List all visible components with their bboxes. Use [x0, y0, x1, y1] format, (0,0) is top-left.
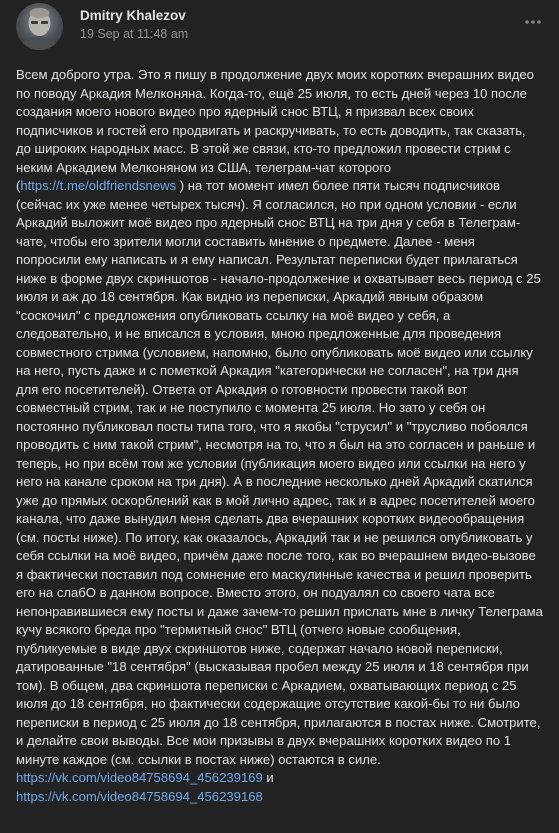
- more-dots-icon[interactable]: [523, 12, 543, 32]
- avatar-photo: [16, 3, 63, 50]
- avatar[interactable]: [16, 3, 63, 50]
- bottom-fade: [0, 827, 559, 833]
- post-header: [16, 0, 543, 58]
- post-text-part: Всем доброго утра. Это я пишу в продолжение двух моих коротких вчерашних видео по поводу Аркадия Мелконяна. Когда-то, ещё 25 июля, то есть дней через 10 после создания моего нового видео про ядерный снос ВТЦ, я призвал всех своих подписчиков и гостей его продвигать и раскручивать, то есть доводить, так сказать, до широких народных масс. В этой же связи, кто-то предложил провести стрим с неким Аркадием Мелконяном из США, телеграм-чат которого (: [16, 67, 534, 193]
- post-date[interactable]: 19 Sep at 11:48 am: [80, 27, 189, 41]
- post-text: [16, 66, 543, 806]
- video-link-1[interactable]: https://vk.com/video84758694_456239169: [16, 770, 263, 785]
- video-link-2[interactable]: https://vk.com/video84758694_456239168: [16, 788, 263, 804]
- link-separator: и: [262, 770, 274, 785]
- author-name[interactable]: Dmitry Khalezov: [80, 8, 186, 23]
- post-text-part: ) на тот момент имел более пяти тысяч подписчиков (сейчас их уже менее четырех тысяч). Я согласился, но при одном условии - если Аркадий выложит моё видео про ядерный снос ВТЦ на три дня у себя в Телеграм-чате, чтобы его зрители могли составить мнение о предмете. Далее - меня попросили ему написать и я ему написал. Результат переписки будет прилагаться ниже в форме двух скриншотов - начало-продолжение и охватывает весь период с 25 июля и аж до 18 сентября. Как видно из переписки, Аркадий явным образом "соскочил" с предложения опубликовать ссылку на моё видео у себя, а следовательно, и не вписался в условия, мною предложенные для проведения совместного стрима (условием, напомню, было опубликовать моё видео или ссылку на него, пусть даже и с пометкой Аркадия "категорически не согласен", на три дня для его посетителей). Ответа от Аркадия о готовности провести такой вот совместный стрим, так и не поступило с момента 25 июля. Но зато у себя он постоянно публиковал посты типа того, что я якобы "струсил" и "трусливо побоялся проводить с ним такой стрим", несмотря на то, что я был на это согласен и раньше и теперь, но при всём том же условии (публикация моего видео или ссылки на него у него на канале сроком на три дня). А в последние несколько дней Аркадий скатился уже до прямых оскорблений как в мой лично адрес, так и в адрес посетителей моего канала, что даже вынудил меня сделать два вчерашних коротких видеообращения (см. посты ниже). По итогу, как оказалось, Аркадий так и не решился опубликовать у себя ссылки на моё видео, причём даже после того, как во вчерашнем видео-вызове я фактически поставил под сомнение его маскулинные качества и решил проверить его на слабО в данном вопросе. Вместо этого, он подуалял со своего чата все непонравившиеся ему посты и даже зачем-то решил прислать мне в личку Телеграма кучу всякого бреда про "термитный снос" ВТЦ (отчего новые сообщения, публикуемые в виде двух скриншотов ниже, содержат начало новой переписки, датированные "18 сентября" (высказывая пробел между 25 июля и 18 сентября при том). В общем, два скриншота переписки с Аркадием, охватывающих период с 25 июля до 18 сентября, но фактически содержащие отсутствие какой-бы то ни было переписки в период с 25 июля до 18 сентября, прилагаются в постах ниже. Смотрите, и делайте свои выводы. Все мои призывы в двух вчерашних коротких видео по 1 минуте каждое (см. ссылки в постах ниже) остаются в силе.: [16, 178, 543, 767]
- telegram-link[interactable]: https://t.me/oldfriendsnews: [20, 178, 177, 193]
